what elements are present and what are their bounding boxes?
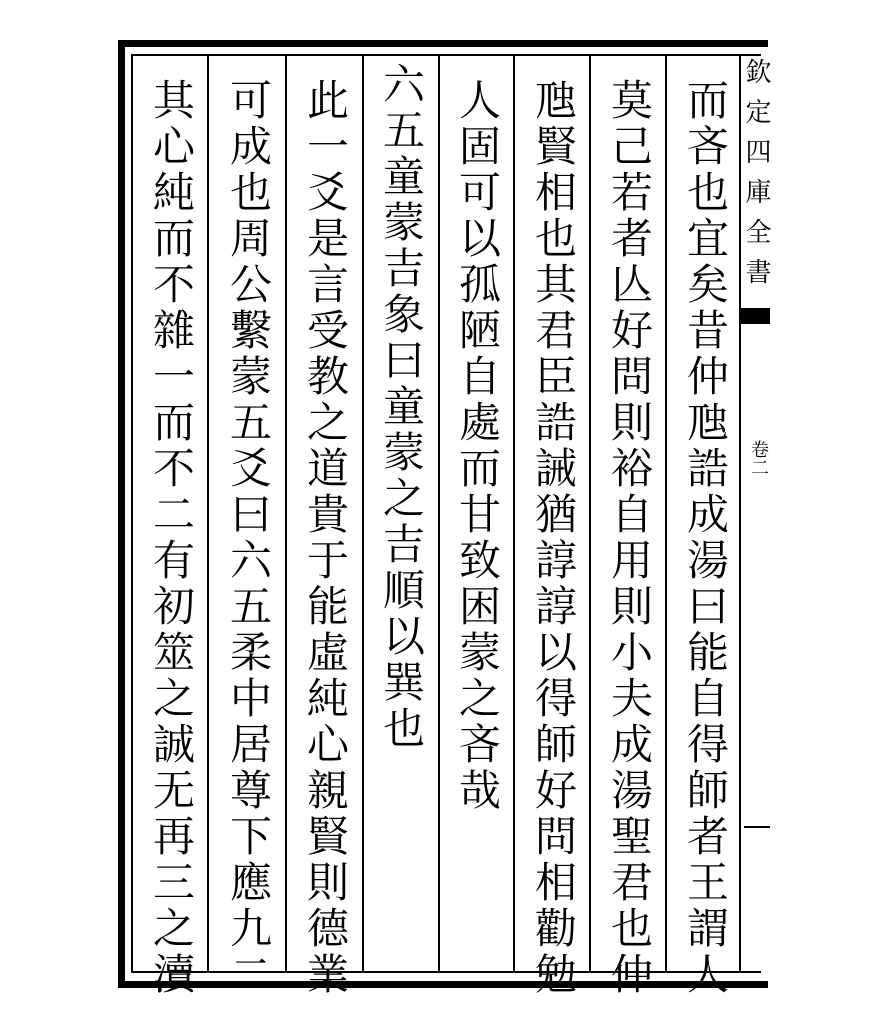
column-text: 虺賢相也其君臣誥誡猶諄諄以得師好問相勸勉 <box>529 78 578 998</box>
text-column-2 <box>601 78 657 998</box>
text-column-7 <box>220 78 276 998</box>
column-divider <box>513 54 515 973</box>
text-column-6 <box>297 78 353 998</box>
column-divider <box>589 54 591 973</box>
juan-label: 卷二 <box>748 440 769 476</box>
column-text: 此一爻是言受教之道貴于能虛純心親賢則德業 <box>301 78 350 998</box>
column-text: 而吝也宜矣昔仲虺誥成湯曰能自得師者王謂人 <box>681 78 730 998</box>
text-column-5 <box>373 62 429 952</box>
column-divider <box>438 54 440 973</box>
column-text: 人固可以孤陋自處而甘致困蒙之吝哉 <box>453 78 502 814</box>
column-divider <box>362 54 364 973</box>
margin-rule <box>744 826 770 828</box>
margin-title: 欽定四庫全書 <box>741 58 771 298</box>
fishtail-lower <box>740 322 770 366</box>
column-text: 可成也周公繫蒙五爻曰六五柔中居尊下應九二 <box>224 78 273 998</box>
column-divider <box>665 54 667 973</box>
fishtail-mark <box>740 308 770 322</box>
column-text: 其心純而不雜一而不二有初筮之誠无再三之瀆 <box>147 78 196 998</box>
text-column-1 <box>677 78 733 998</box>
column-text: 六五童蒙吉象曰童蒙之吉順以巽也 <box>377 62 426 752</box>
column-divider <box>285 54 287 973</box>
column-divider <box>207 54 209 973</box>
text-column-4 <box>449 78 505 968</box>
text-column-8 <box>143 78 199 998</box>
column-text: 莫己若者亾好問則裕自用則小夫成湯聖君也仲 <box>605 78 654 998</box>
text-column-3 <box>525 78 581 998</box>
